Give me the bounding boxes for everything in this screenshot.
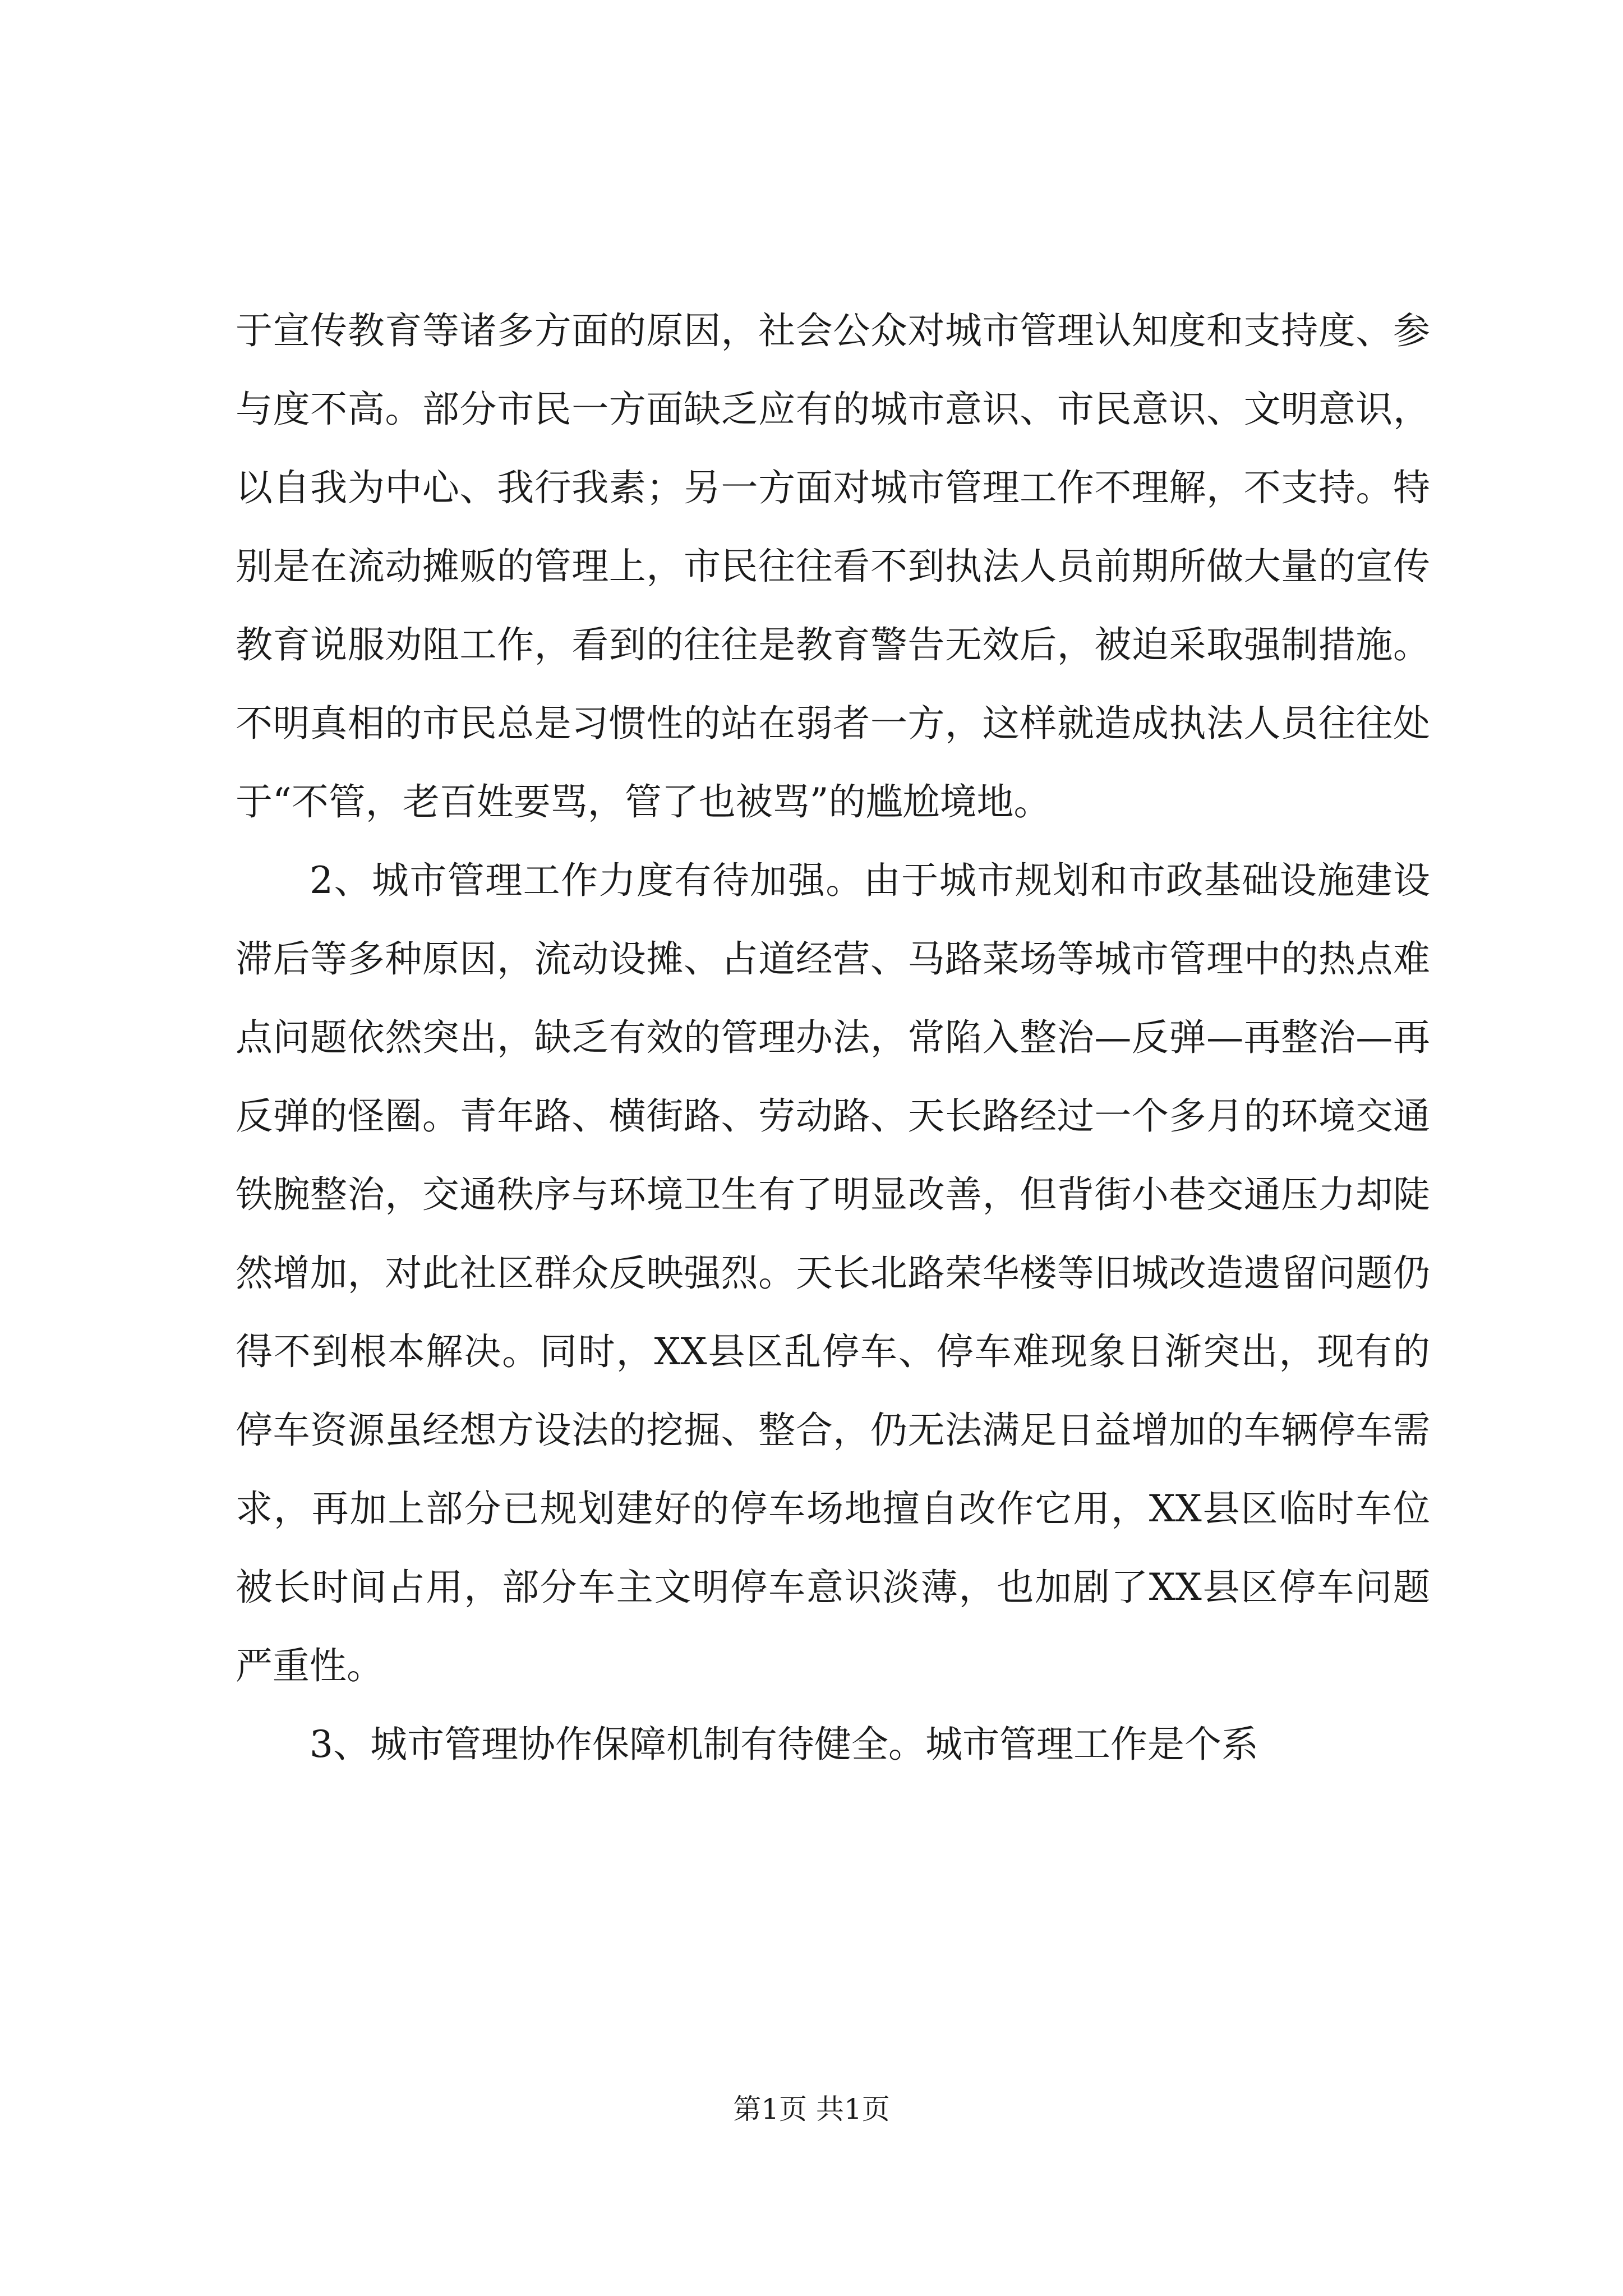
document-body (236, 292, 1430, 1784)
paragraph-1: 于宣传教育等诸多方面的原因，社会公众对城市管理认知度和支持度、参与度不高。部分市民一方面缺乏应有的城市意识、市民意识、文明意识，以自我为中心、我行我素；另一方面对城市管理工作不理解，不支持。特别是在流动摊贩的管理上，市民往往看不到执法人员前期所做大量的宣传教育说服劝阻工作，看到的往往是教育警告无效后，被迫采取强制措施。不明真相的市民总是习惯性的站在弱者一方，这样就造成执法人员往往处于“不管，老百姓要骂，管了也被骂”的尴尬境地。 (236, 309, 1430, 823)
paragraph-3: 3、城市管理协作保障机制有待健全。城市管理工作是个系 (310, 1723, 1258, 1766)
paragraph-2: 2、城市管理工作力度有待加强。由于城市规划和市政基础设施建设滞后等多种原因，流动设摊、占道经营、马路菜场等城市管理中的热点难点问题依然突出，缺乏有效的管理办法，常陷入整治—反弹—再整治—再反弹的怪圈。青年路、横街路、劳动路、天长路经过一个多月的环境交通铁腕整治，交通秩序与环境卫生有了明显改善，但背街小巷交通压力却陡然增加，对此社区群众反映强烈。天长北路荣华楼等旧城改造遗留问题仍得不到根本解决。同时，XX县区乱停车、停车难现象日渐突出，现有的停车资源虽经想方设法的挖掘、整合，仍无法满足日益增加的车辆停车需求，再加上部分已规划建好的停车场地擅自改作它用，XX县区临时车位被长时间占用，部分车主文明停车意识淡薄，也加剧了XX县区停车问题严重性。 (236, 859, 1430, 1687)
page-footer: 第1页 共1页 (733, 2093, 890, 2125)
